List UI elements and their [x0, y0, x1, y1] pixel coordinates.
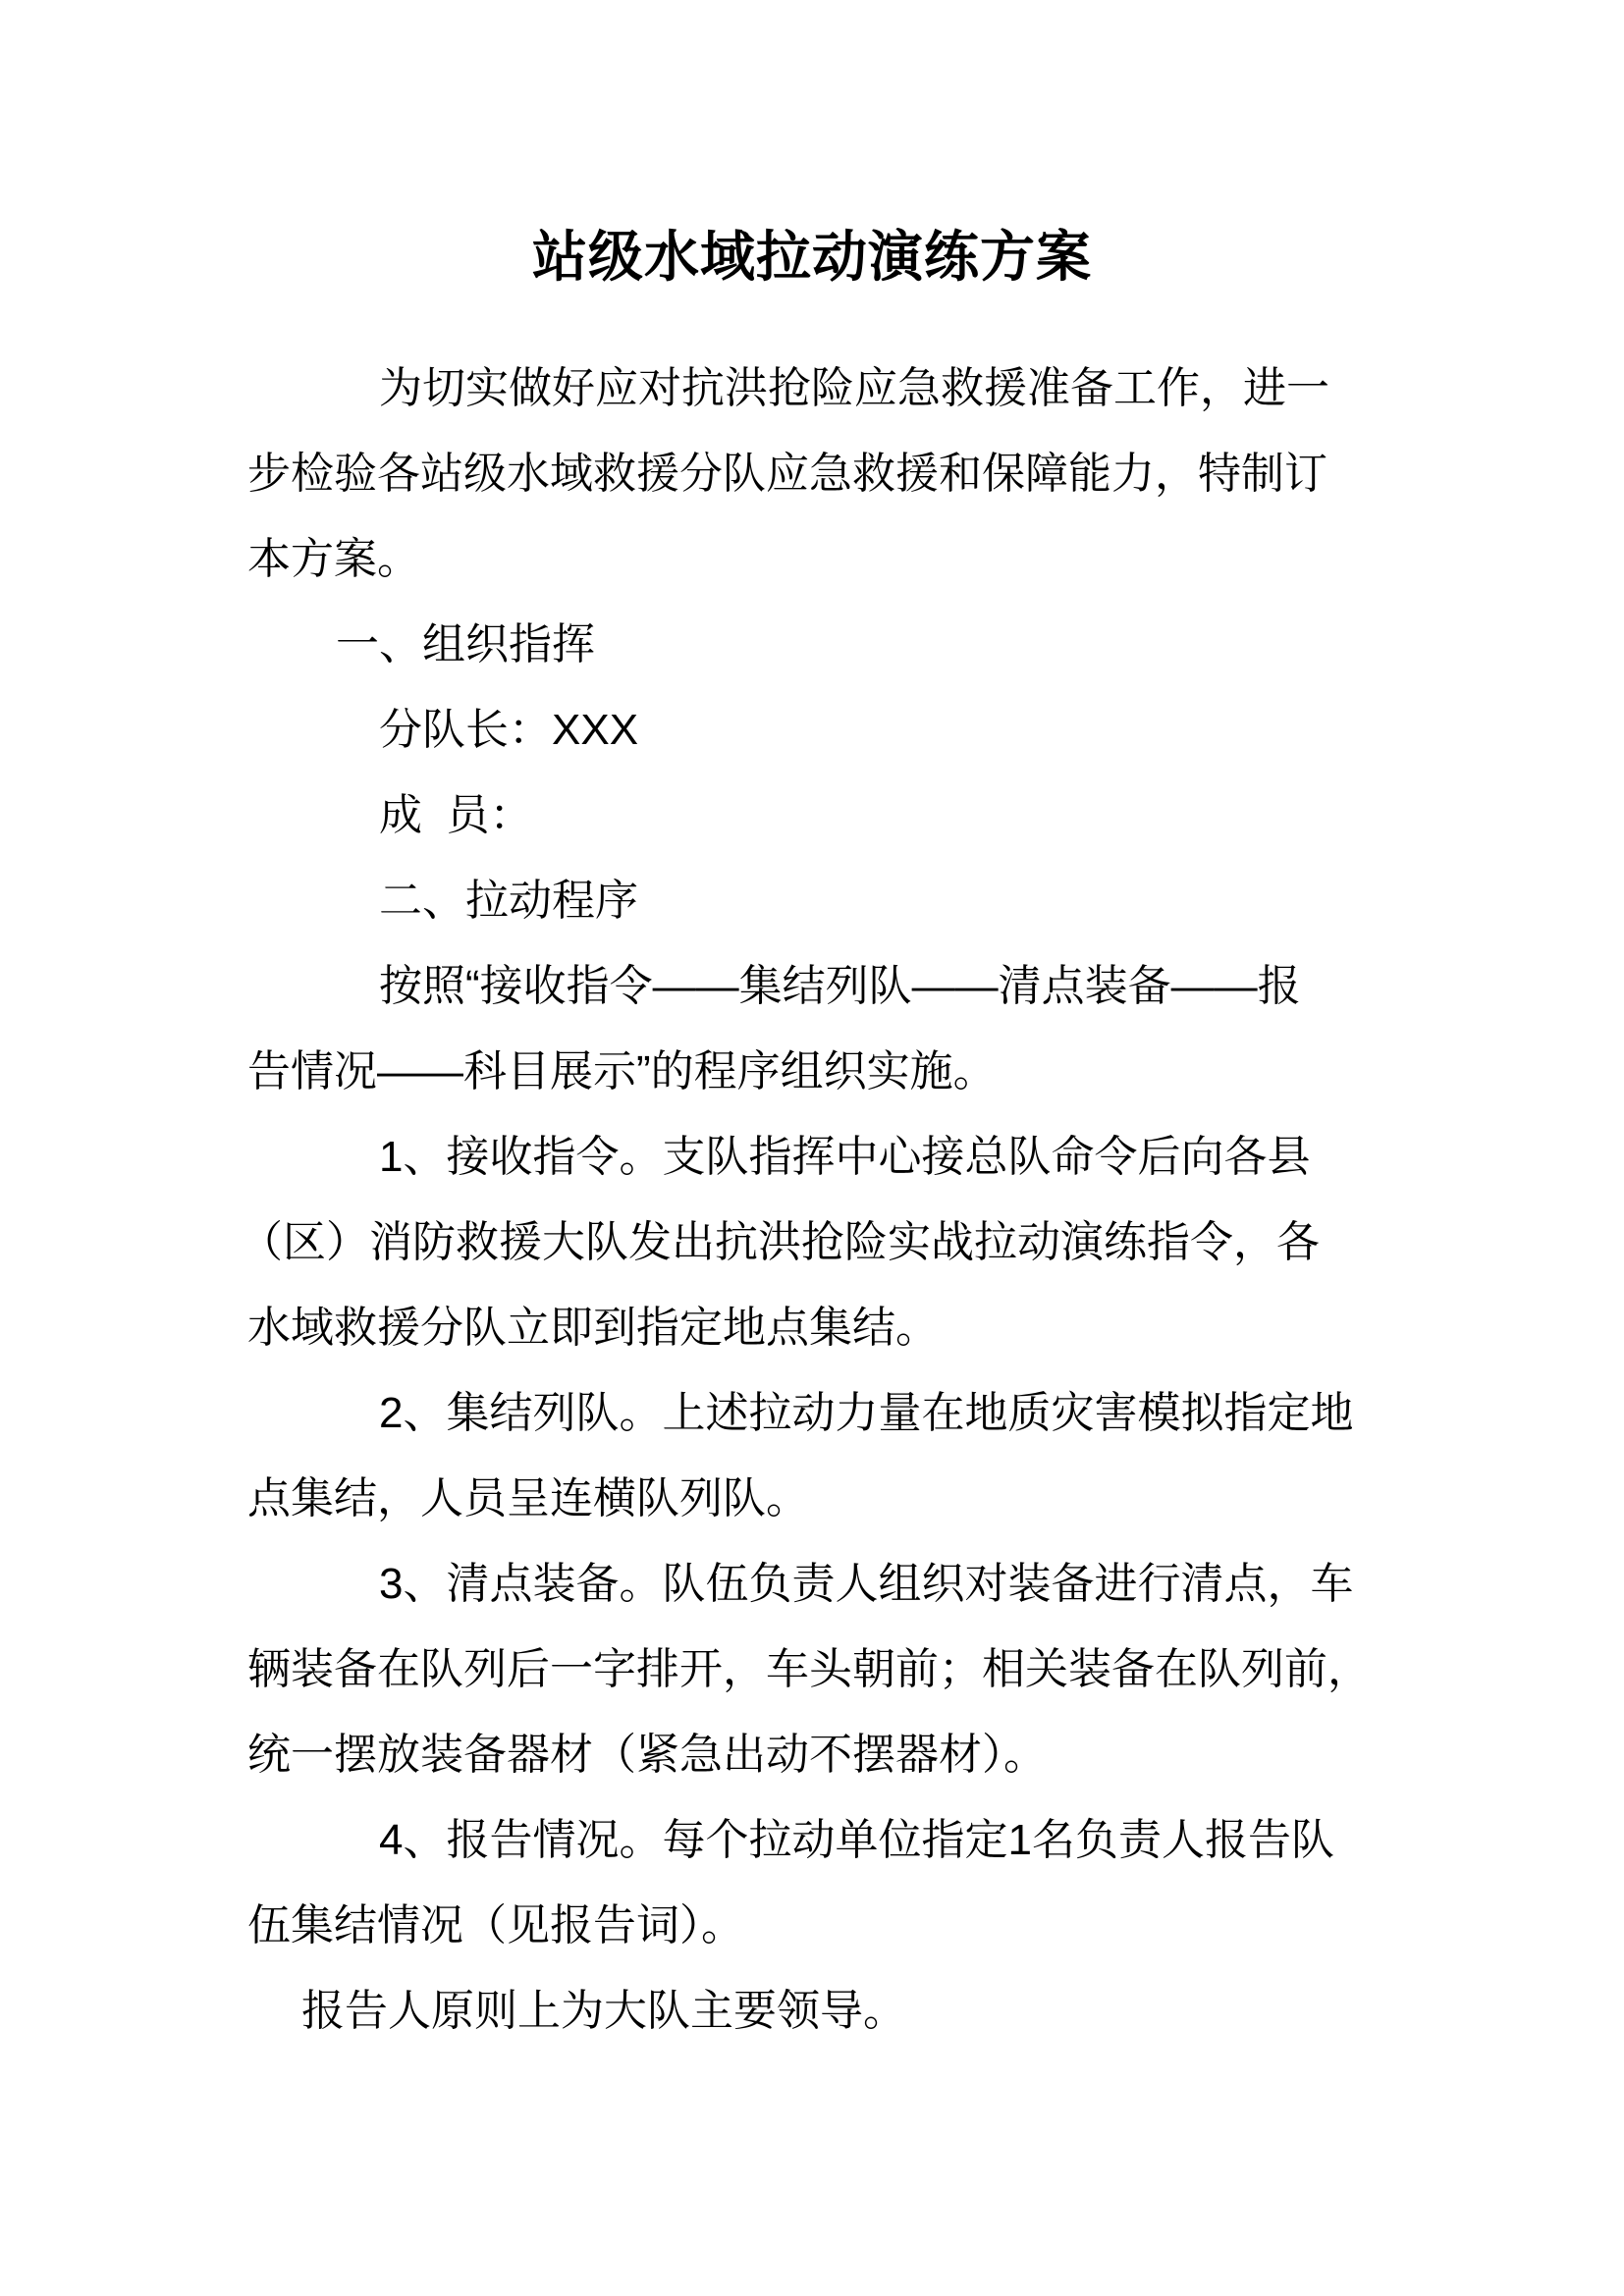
intro-paragraph-line: 本方案。 [247, 535, 420, 583]
members-line: 成 员： [379, 791, 533, 839]
procedure-paragraph-line: 告情况——科目展示”的程序组织实施。 [247, 1047, 997, 1095]
intro-paragraph-line: 为切实做好应对抗洪抢险应急救援准备工作，进一 [379, 364, 1329, 412]
step-2-line: 点集结，人员呈连横队列队。 [247, 1474, 809, 1522]
step-1-line: 水域救援分队立即到指定地点集结。 [247, 1304, 939, 1352]
step-3-line: 3、清点装备。队伍负责人组织对装备进行清点，车 [379, 1560, 1354, 1608]
step-1-line: （区）消防救援大队发出抗洪抢险实战拉动演练指令，各 [240, 1218, 1320, 1266]
document-body [240, 346, 1386, 2054]
document-title: 站级水域拉动演练方案 [532, 226, 1092, 288]
step-3-line: 辆装备在队列后一字排开，车头朝前；相关装备在队列前， [247, 1645, 1371, 1693]
section-heading-procedure: 二、拉动程序 [379, 877, 638, 925]
procedure-paragraph-line: 按照“接收指令——集结列队——清点装备——报 [379, 962, 1301, 1010]
section-heading-organization: 一、组织指挥 [336, 620, 595, 668]
squad-leader-line: 分队长：XXX [379, 706, 639, 754]
reporter-note-line: 报告人原则上为大队主要领导。 [301, 1987, 906, 2035]
step-4-line: 4、报告情况。每个拉动单位指定1名负责人报告队 [379, 1816, 1334, 1864]
step-4-line: 伍集结情况（见报告词）。 [247, 1901, 744, 1949]
intro-paragraph-line: 步检验各站级水域救援分队应急救援和保障能力，特制订 [247, 450, 1327, 498]
step-1-line: 1、接收指令。支队指挥中心接总队命令后向各县 [379, 1133, 1311, 1181]
step-3-line: 统一摆放装备器材（紧急出动不摆器材）。 [247, 1731, 1047, 1779]
step-2-line: 2、集结列队。上述拉动力量在地质灾害模拟指定地 [379, 1389, 1354, 1437]
